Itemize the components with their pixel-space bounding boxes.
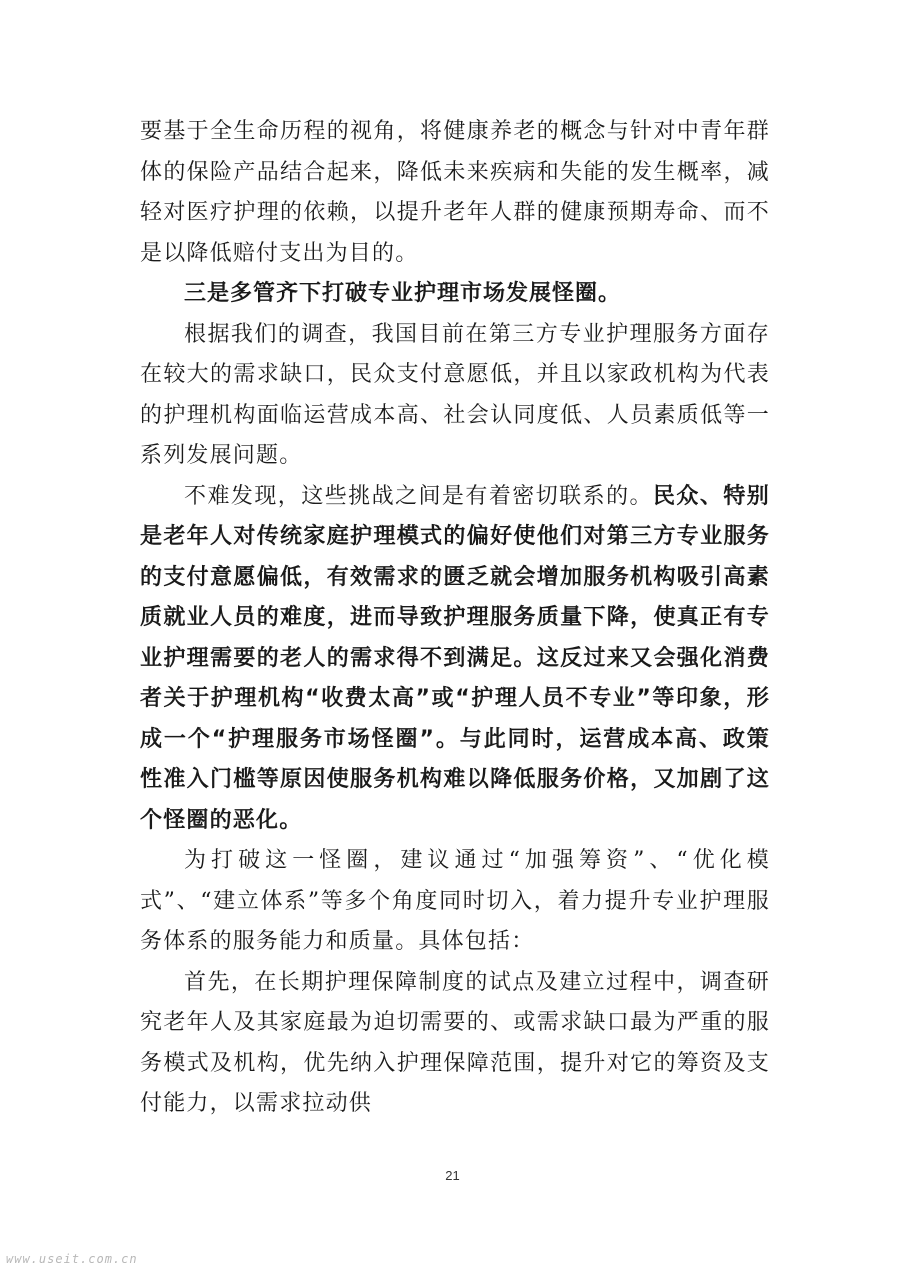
- section-heading: 三是多管齐下打破专业护理市场发展怪圈。: [184, 281, 622, 306]
- document-body: [140, 112, 770, 1125]
- paragraph-3-bold: 民众、特别是老年人对传统家庭护理模式的偏好使他们对第三方专业服务的支付意愿偏低，有效需求的匮乏就会增加服务机构吸引高素质就业人员的难度，进而导致护理服务质量下降，使真正有专业护理需要的老人的需求得不到满足。这反过来又会强化消费者关于护理机构“收费太高”或“护理人员不专业”等印象，形成一个“护理服务市场怪圈”。与此同时，运营成本高、政策性准入门槛等原因使服务机构难以降低服务价格，又加剧了这个怪圈的恶化。: [140, 483, 770, 833]
- paragraph-1: 要基于全生命历程的视角，将健康养老的概念与针对中青年群体的保险产品结合起来，降低未来疾病和失能的发生概率，减轻对医疗护理的依赖，以提升老年人群的健康预期寿命、而不是以降低赔付支出为目的。: [140, 119, 770, 266]
- paragraph-5: 首先，在长期护理保障制度的试点及建立过程中，调查研究老年人及其家庭最为迫切需要的、或需求缺口最为严重的服务模式及机构，优先纳入护理保障范围，提升对它的筹资及支付能力，以需求拉动供: [140, 969, 770, 1116]
- paragraph-3-plain: 不难发现，这些挑战之间是有着密切联系的。: [184, 483, 653, 509]
- paragraph-4: 为打破这一怪圈，建议通过“加强筹资”、“优化模式”、“建立体系”等多个角度同时切入，着力提升专业护理服务体系的服务能力和质量。具体包括：: [140, 848, 770, 954]
- site-watermark: www.useit.com.cn: [6, 1252, 138, 1266]
- paragraph-3: [140, 477, 770, 842]
- paragraph-2: 根据我们的调查，我国目前在第三方专业护理服务方面存在较大的需求缺口，民众支付意愿低，并且以家政机构为代表的护理机构面临运营成本高、社会认同度低、人员素质低等一系列发展问题。: [140, 321, 770, 468]
- page-number: 21: [445, 1168, 460, 1183]
